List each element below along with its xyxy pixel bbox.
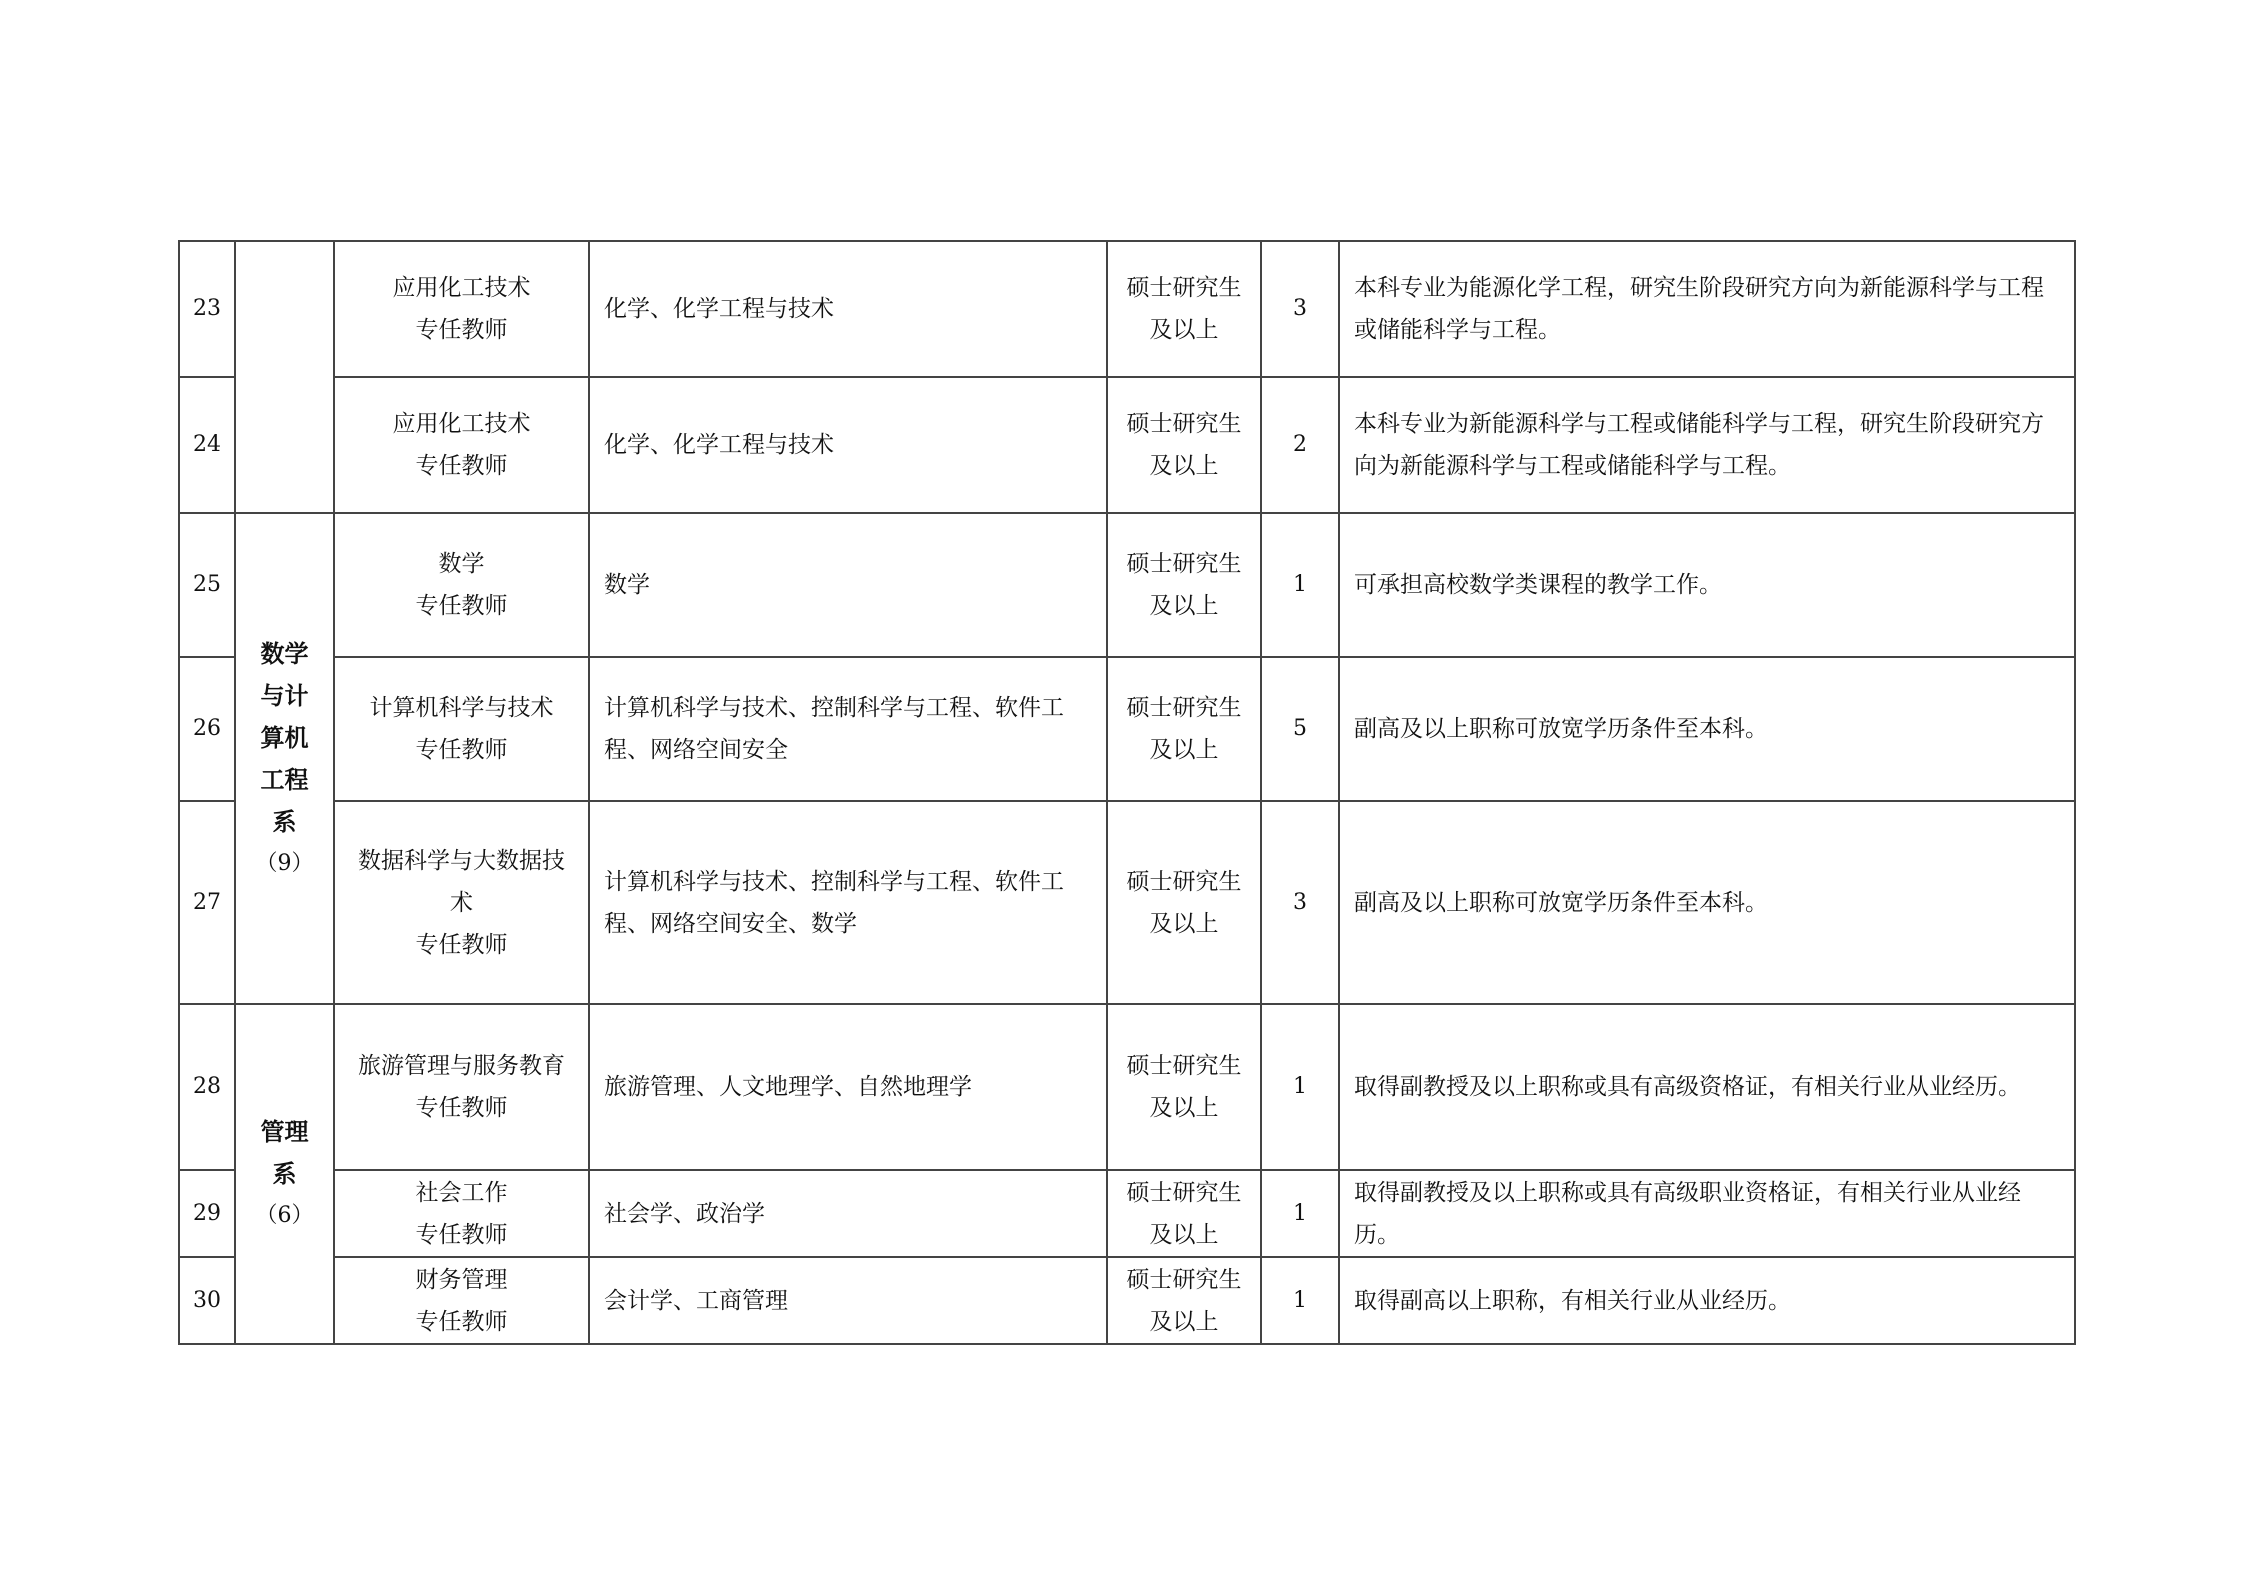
row-number: 23	[179, 241, 235, 377]
position-cell	[334, 1170, 589, 1257]
remark-cell: 取得副高以上职称，有相关行业从业经历。	[1339, 1257, 2075, 1344]
position-cell	[334, 241, 589, 377]
table-row	[179, 241, 2075, 377]
department-count: （9）	[255, 850, 314, 876]
department-name: 数学 与计 算机 工程 系 （9）	[256, 633, 314, 885]
department-name: 管理 系 （6）	[256, 1111, 314, 1237]
position-cell	[334, 1257, 589, 1344]
degree-line: 及以上	[1149, 737, 1219, 763]
department-cell-blank	[235, 241, 334, 513]
position-line: 专任教师	[415, 1095, 508, 1121]
position-line: 旅游管理与服务教育	[358, 1053, 565, 1079]
position-line: 专任教师	[415, 317, 508, 343]
remark-cell: 本科专业为新能源科学与工程或储能科学与工程，研究生阶段研究方向为新能源科学与工程或储能科学与工程。	[1339, 377, 2075, 513]
degree-cell	[1107, 1170, 1261, 1257]
degree-cell	[1107, 1004, 1261, 1170]
position-line: 专任教师	[415, 1308, 508, 1335]
table-row	[179, 1170, 2075, 1257]
degree-line: 及以上	[1149, 910, 1219, 937]
row-number: 24	[179, 377, 235, 513]
degree-line: 及以上	[1149, 1095, 1219, 1121]
position-line: 专任教师	[415, 737, 508, 763]
count-cell: 5	[1261, 657, 1339, 801]
position-cell	[334, 513, 589, 657]
position-line: 社会工作	[415, 1179, 508, 1206]
table-row	[179, 377, 2075, 513]
major-cell: 数学	[589, 513, 1107, 657]
table-row	[179, 513, 2075, 657]
table-row	[179, 801, 2075, 1004]
department-count: （6）	[255, 1203, 314, 1228]
degree-cell	[1107, 377, 1261, 513]
row-number: 30	[179, 1257, 235, 1344]
degree-line: 及以上	[1149, 593, 1219, 619]
degree-line: 及以上	[1149, 317, 1219, 343]
major-cell: 化学、化学工程与技术	[589, 377, 1107, 513]
count-cell: 1	[1261, 513, 1339, 657]
major-cell: 旅游管理、人文地理学、自然地理学	[589, 1004, 1107, 1170]
major-cell: 会计学、工商管理	[589, 1257, 1107, 1344]
degree-line: 硕士研究生	[1126, 868, 1242, 895]
position-line: 专任教师	[415, 931, 508, 958]
row-number: 29	[179, 1170, 235, 1257]
count-cell: 1	[1261, 1004, 1339, 1170]
department-cell-management	[235, 1004, 334, 1344]
degree-line: 硕士研究生	[1126, 1179, 1242, 1206]
count-cell: 1	[1261, 1170, 1339, 1257]
row-number: 25	[179, 513, 235, 657]
position-line: 计算机科学与技术	[369, 695, 554, 721]
position-cell	[334, 377, 589, 513]
row-number: 26	[179, 657, 235, 801]
table-row	[179, 657, 2075, 801]
position-line: 数据科学与大数据技	[358, 847, 565, 874]
position-cell	[334, 1004, 589, 1170]
position-line: 数学	[438, 551, 485, 577]
position-cell	[334, 801, 589, 1004]
remark-cell: 可承担高校数学类课程的教学工作。	[1339, 513, 2075, 657]
row-number: 28	[179, 1004, 235, 1170]
department-cell-math	[235, 513, 334, 1004]
count-cell: 2	[1261, 377, 1339, 513]
remark-cell: 取得副教授及以上职称或具有高级资格证，有相关行业从业经历。	[1339, 1004, 2075, 1170]
degree-line: 硕士研究生	[1126, 411, 1242, 437]
count-cell: 3	[1261, 241, 1339, 377]
position-line: 应用化工技术	[392, 275, 531, 301]
degree-line: 硕士研究生	[1126, 1266, 1242, 1293]
row-number: 27	[179, 801, 235, 1004]
count-cell: 1	[1261, 1257, 1339, 1344]
degree-cell	[1107, 657, 1261, 801]
remark-cell: 副高及以上职称可放宽学历条件至本科。	[1339, 657, 2075, 801]
position-line: 财务管理	[415, 1266, 508, 1293]
major-cell: 社会学、政治学	[589, 1170, 1107, 1257]
position-line: 术	[450, 889, 473, 916]
degree-line: 硕士研究生	[1126, 1053, 1242, 1079]
degree-line: 硕士研究生	[1126, 695, 1242, 721]
position-cell	[334, 657, 589, 801]
recruitment-table	[178, 240, 2076, 1345]
major-cell: 化学、化学工程与技术	[589, 241, 1107, 377]
degree-cell	[1107, 1257, 1261, 1344]
degree-cell	[1107, 513, 1261, 657]
position-line: 专任教师	[415, 1221, 508, 1248]
degree-line: 硕士研究生	[1126, 275, 1242, 301]
degree-line: 及以上	[1149, 1308, 1219, 1335]
degree-line: 及以上	[1149, 453, 1219, 479]
position-line: 应用化工技术	[392, 411, 531, 437]
position-line: 专任教师	[415, 453, 508, 479]
degree-cell	[1107, 241, 1261, 377]
degree-cell	[1107, 801, 1261, 1004]
major-cell: 计算机科学与技术、控制科学与工程、软件工程、网络空间安全、数学	[589, 801, 1107, 1004]
degree-line: 及以上	[1149, 1221, 1219, 1248]
table-row	[179, 1257, 2075, 1344]
degree-line: 硕士研究生	[1126, 551, 1242, 577]
remark-cell: 取得副教授及以上职称或具有高级职业资格证，有相关行业从业经历。	[1339, 1170, 2075, 1257]
major-cell: 计算机科学与技术、控制科学与工程、软件工程、网络空间安全	[589, 657, 1107, 801]
remark-cell: 本科专业为能源化学工程，研究生阶段研究方向为新能源科学与工程或储能科学与工程。	[1339, 241, 2075, 377]
position-line: 专任教师	[415, 593, 508, 619]
remark-cell: 副高及以上职称可放宽学历条件至本科。	[1339, 801, 2075, 1004]
count-cell: 3	[1261, 801, 1339, 1004]
table-row	[179, 1004, 2075, 1170]
